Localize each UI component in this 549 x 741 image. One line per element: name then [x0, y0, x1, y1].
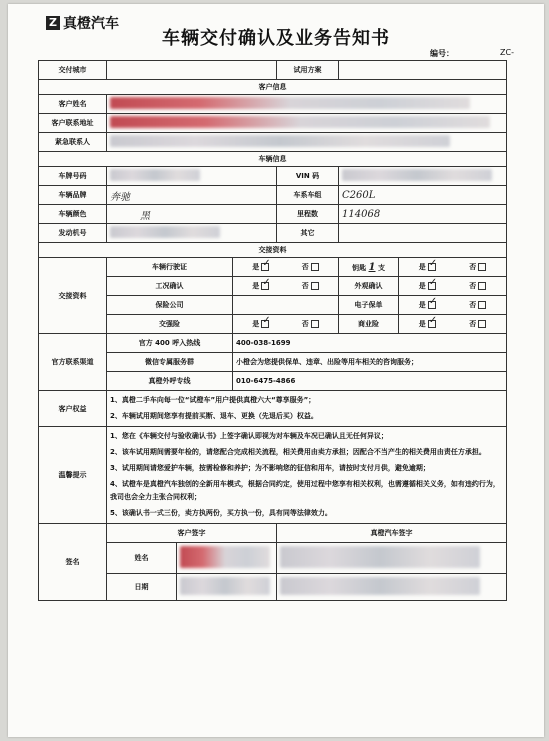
empty-box-icon	[478, 263, 486, 271]
redacted-block	[280, 577, 480, 595]
yes-label: 是	[252, 282, 260, 290]
checked-box-icon	[428, 263, 436, 271]
redacted-block	[110, 97, 470, 109]
handover-check-cell	[233, 277, 339, 296]
checked-box-icon	[428, 320, 436, 328]
handover-check-cell	[233, 315, 339, 334]
notice-item: 3、试用期间请您爱护车辆，按需检修和养护；为不影响您的征信和用车，请按时支付月供，避免逾期；	[110, 464, 430, 472]
no-label: 否	[469, 282, 477, 290]
yes-label: 是	[252, 263, 260, 271]
mileage-field	[339, 205, 507, 224]
emergency-contact-label: 紧急联系人	[39, 133, 107, 152]
serial-label: 编号：	[430, 49, 454, 58]
serial-value: ZC-	[500, 48, 514, 57]
handover-group-label: 交接资料	[39, 258, 107, 334]
handover-row-label: 交强险	[107, 315, 233, 334]
sign-name-label: 姓名	[107, 543, 177, 574]
handover-check-cell	[399, 296, 507, 315]
notice-item: 1、您在《车辆交付与验收确认书》上签字确认即视为对车辆及车况已确认且无任何异议；	[110, 432, 388, 440]
handover-row-label: 车辆行驶证	[107, 258, 233, 277]
yes-label: 是	[418, 301, 426, 309]
engine-label: 发动机号	[39, 224, 107, 243]
contact-row-value: 010-6475-4866	[233, 372, 507, 391]
empty-box-icon	[478, 282, 486, 290]
color-value: 黑	[140, 210, 150, 222]
rights-item: 2、车辆试用期间您享有提前买断、退车、更换（先退后买）权益。	[110, 412, 318, 420]
redacted-block	[110, 226, 220, 238]
no-label: 否	[469, 263, 477, 271]
customer-section-title: 客户信息	[39, 80, 507, 95]
no-label: 否	[301, 263, 309, 271]
series-field	[339, 186, 507, 205]
insurer-field	[233, 296, 339, 315]
emergency-contact-field	[107, 133, 507, 152]
contact-row-label: 微信专属服务群	[107, 353, 233, 372]
series-label: 车系车组	[277, 186, 339, 205]
notice-item: 4、试橙车是真橙汽车独创的全新用车模式，根据合同约定，使用过程中您享有相关权利，也需遵循相关义务，如有违约行为，我司也会全力主张合同权利；	[110, 480, 500, 501]
plate-label: 车牌号码	[39, 167, 107, 186]
customer-name-field	[107, 95, 507, 114]
company-sign-name-field	[277, 543, 507, 574]
city-field	[107, 61, 277, 80]
rights-list	[107, 391, 507, 427]
vin-field	[339, 167, 507, 186]
redacted-block	[180, 577, 270, 595]
notice-group-label: 温馨提示	[39, 427, 107, 524]
customer-address-field	[107, 114, 507, 133]
document-title: 车辆交付确认及业务告知书	[162, 28, 390, 49]
mileage-label: 里程数	[277, 205, 339, 224]
checked-box-icon	[428, 301, 436, 309]
notice-item: 5、该确认书一式三份，卖方执两份，买方执一份，具有同等法律效力。	[110, 509, 332, 517]
plan-field	[339, 61, 507, 80]
empty-box-icon	[311, 320, 319, 328]
checked-box-icon	[261, 282, 269, 290]
plan-label: 试用方案	[277, 61, 339, 80]
contact-row-label: 真橙外呼专线	[107, 372, 233, 391]
customer-sign-date-field	[177, 574, 277, 601]
empty-box-icon	[311, 263, 319, 271]
key-count: 1	[368, 261, 376, 273]
brand-logo-text: 真橙汽车	[63, 16, 119, 32]
vin-label: VIN 码	[277, 167, 339, 186]
brand-logo-icon: Z	[46, 16, 60, 30]
signature-group-label: 签名	[39, 524, 107, 601]
company-signature-header: 真橙汽车签字	[277, 524, 507, 543]
empty-box-icon	[478, 301, 486, 309]
redacted-block	[110, 169, 200, 181]
redacted-block	[342, 169, 492, 181]
city-label: 交付城市	[39, 61, 107, 80]
handover-section-title: 交接资料	[39, 243, 507, 258]
customer-sign-name-field	[177, 543, 277, 574]
handover-row-label: 电子保单	[339, 296, 399, 315]
yes-label: 是	[418, 263, 426, 271]
no-label: 否	[301, 320, 309, 328]
redacted-block	[280, 546, 480, 568]
notice-list	[107, 427, 507, 524]
redacted-block	[110, 135, 450, 147]
checked-box-icon	[261, 263, 269, 271]
document-page	[8, 4, 544, 737]
checked-box-icon	[261, 320, 269, 328]
brand-value: 奔驰	[110, 191, 130, 203]
handover-check-cell	[399, 315, 507, 334]
empty-box-icon	[478, 320, 486, 328]
notice-item: 2、该车试用期间需要年检的，请您配合完成相关流程，相关费用由卖方承担；因配合不当产生的相关费用由责任方承担。	[110, 448, 486, 456]
handover-check-cell	[233, 258, 339, 277]
mileage-value: 114068	[342, 208, 381, 220]
color-label: 车辆颜色	[39, 205, 107, 224]
key-count-cell	[339, 258, 399, 277]
other-label: 其它	[277, 224, 339, 243]
engine-field	[107, 224, 277, 243]
yes-label: 是	[252, 320, 260, 328]
checked-box-icon	[428, 282, 436, 290]
vehicle-section-title: 车辆信息	[39, 152, 507, 167]
yes-label: 是	[418, 282, 426, 290]
handover-row-label: 外观确认	[339, 277, 399, 296]
handover-row-label: 商业险	[339, 315, 399, 334]
contact-row-value: 400-038-1699	[233, 334, 507, 353]
contact-row-label: 官方 400 呼入热线	[107, 334, 233, 353]
brand-label: 车辆品牌	[39, 186, 107, 205]
delivery-form	[38, 60, 507, 601]
rights-group-label: 客户权益	[39, 391, 107, 427]
yes-label: 是	[418, 320, 426, 328]
empty-box-icon	[311, 282, 319, 290]
contact-group-label: 官方联系渠道	[39, 334, 107, 391]
no-label: 否	[469, 320, 477, 328]
series-value: C260L	[342, 189, 376, 201]
rights-item: 1、真橙二手车向每一位“试橙车”用户提供真橙六大“尊享服务”；	[110, 396, 316, 404]
key-label: 钥匙	[352, 263, 367, 272]
sign-date-label: 日期	[107, 574, 177, 601]
plate-field	[107, 167, 277, 186]
customer-signature-header: 客户签字	[107, 524, 277, 543]
key-unit: 支	[377, 263, 385, 272]
redacted-block	[110, 116, 490, 128]
handover-row-label: 保险公司	[107, 296, 233, 315]
handover-check-cell	[399, 258, 507, 277]
contact-row-value: 小橙会为您提供保单、违章、出险等用车相关的咨询服务；	[233, 353, 507, 372]
no-label: 否	[301, 282, 309, 290]
handover-check-cell	[399, 277, 507, 296]
brand-field	[107, 186, 277, 205]
customer-address-label: 客户联系地址	[39, 114, 107, 133]
no-label: 否	[469, 301, 477, 309]
redacted-block	[180, 546, 270, 568]
handover-row-label: 工况确认	[107, 277, 233, 296]
other-field	[339, 224, 507, 243]
color-field	[107, 205, 277, 224]
customer-name-label: 客户姓名	[39, 95, 107, 114]
company-sign-date-field	[277, 574, 507, 601]
